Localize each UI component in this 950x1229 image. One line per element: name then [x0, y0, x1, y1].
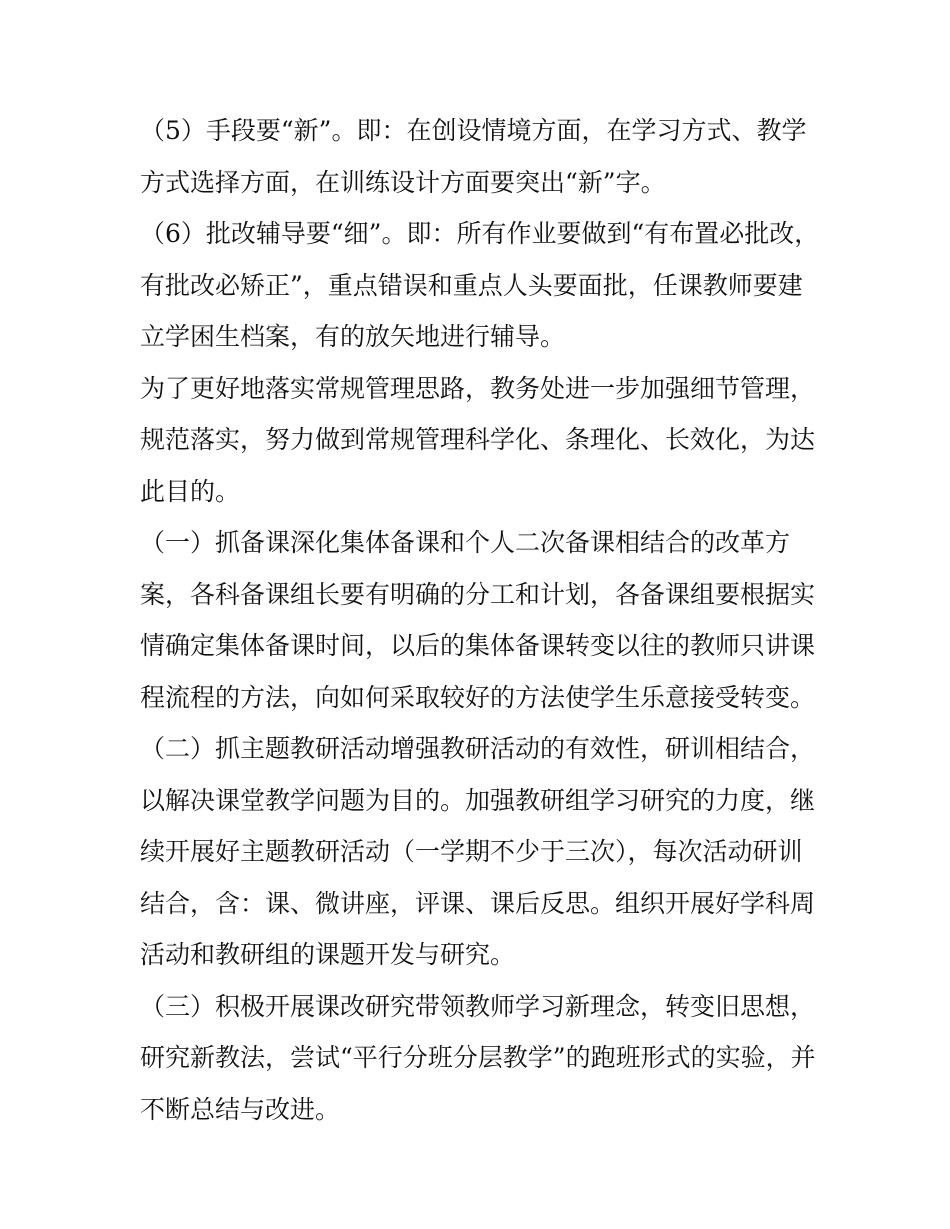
- text-line: 程流程的方法，向如何采取较好的方法使学生乐意接受转变。: [140, 682, 816, 712]
- text-line: 立学困生档案，有的放矢地进行辅导。: [140, 322, 566, 351]
- paragraph-lesson-prep: [140, 517, 820, 723]
- text-line: 情确定集体备课时间，以后的集体备课转变以往的教师只讲课: [140, 631, 816, 660]
- paragraph-teaching-research: [140, 723, 820, 981]
- text-line: 以解决课堂教学问题为目的。加强教研组学习研究的力度，继: [140, 785, 816, 815]
- text-line: （一）抓备课深化集体备课和个人二次备课相结合的改革方: [140, 528, 791, 557]
- text-line: （5）手段要“新”。即：在创设情境方面，在学习方式、教学: [140, 116, 807, 145]
- text-line: 研究新教法，尝试“平行分班分层教学”的跑班形式的实验，并: [140, 1043, 816, 1072]
- text-line: （三）积极开展课改研究带领教师学习新理念，转变旧思想，: [140, 991, 816, 1021]
- text-line: 活动和教研组的课题开发与研究。: [140, 940, 516, 969]
- text-line: 方式选择方面，在训练设计方面要突出“新”字。: [140, 167, 666, 197]
- paragraph-routine-management: [140, 363, 820, 518]
- text-line: （二）抓主题教研活动增强教研活动的有效性，研训相结合，: [140, 734, 816, 763]
- text-line: 不断总结与改进。: [140, 1094, 341, 1124]
- paragraph-curriculum-reform: [140, 981, 820, 1136]
- text-line: 规范落实，努力做到常规管理科学化、条理化、长效化，为达: [140, 425, 816, 454]
- text-line: 此目的。: [140, 476, 241, 506]
- paragraph-means: [140, 105, 820, 208]
- document-body: [140, 105, 820, 1135]
- text-line: （6）批改辅导要“细”。即：所有作业要做到“有布置必批改，: [140, 219, 820, 248]
- text-line: 续开展好主题教研活动（一学期不少于三次），每次活动研训: [140, 837, 803, 866]
- paragraph-grading: [140, 208, 820, 363]
- text-line: 为了更好地落实常规管理思路，教务处进一步加强细节管理，: [140, 373, 816, 403]
- text-line: 案，各科备课组长要有明确的分工和计划，各备课组要根据实: [140, 579, 816, 609]
- text-line: 有批改必矫正”，重点错误和重点人头要面批，任课教师要建: [140, 270, 803, 300]
- text-line: 结合，含：课、微讲座，评课、课后反思。组织开展好学科周: [140, 888, 816, 918]
